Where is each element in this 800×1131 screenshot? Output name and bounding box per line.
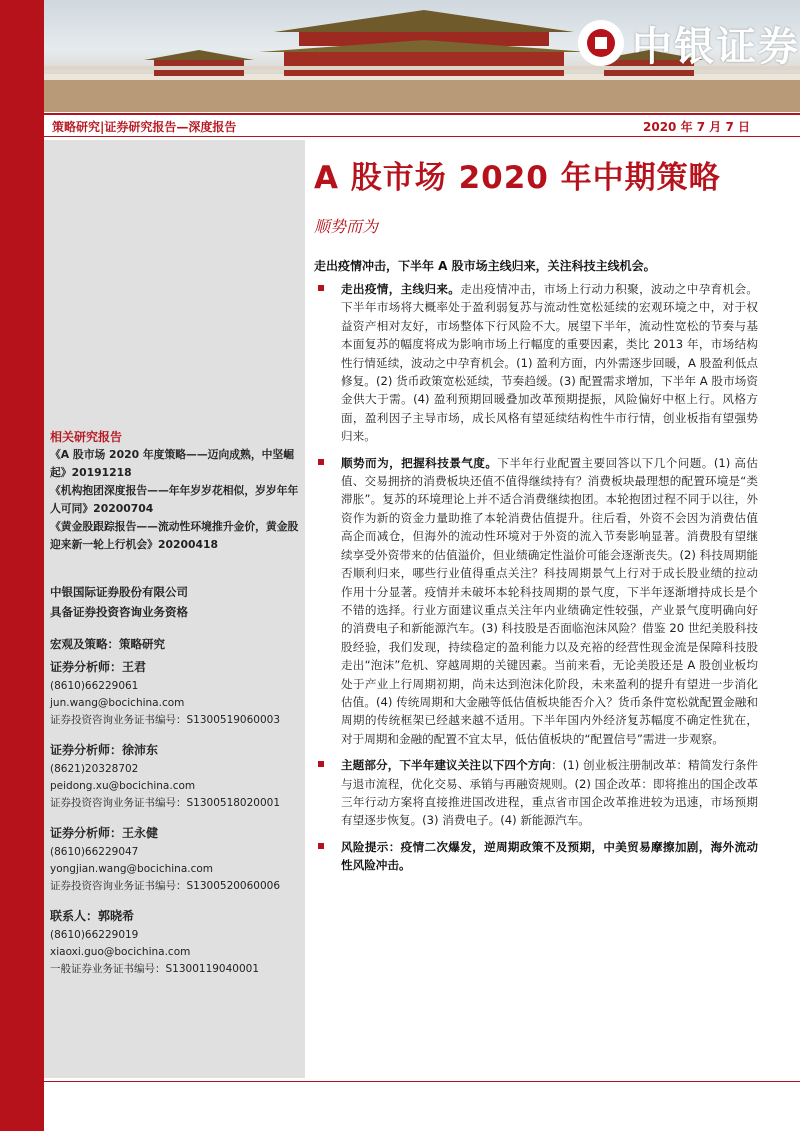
header-banner	[44, 0, 800, 112]
analyst-card	[50, 822, 300, 895]
left-red-bar	[0, 0, 44, 1131]
summary-bullet	[318, 756, 758, 830]
analyst-list	[50, 656, 300, 978]
analyst-role: 联系人：郭晓希	[50, 909, 135, 923]
summary-bullet	[318, 838, 758, 875]
analyst-cert: 一般证券业务证书编号：S1300119040001	[50, 963, 260, 975]
report-title: A 股市场 2020 年中期策略	[314, 160, 721, 196]
analyst-card	[50, 905, 300, 978]
report-category: 策略研究|证券研究报告—深度报告	[52, 120, 237, 134]
related-reports	[50, 428, 300, 554]
analyst-phone: (8621)20328702	[50, 763, 139, 775]
bullet-heading: 风险提示：疫情二次爆发，逆周期政策不及预期，中美贸易摩擦加剧，海外流动性风险冲击。	[341, 839, 758, 873]
summary-bullet	[318, 280, 758, 446]
related-report-link[interactable]: 《A 股市场 2020 年度策略——迈向成熟，中坚崛起》20191218	[50, 448, 295, 479]
bullet-text: 下半年行业配置主要回答以下几个问题。(1) 高估值、交易拥挤的消费板块还值不值得继续持有？消费板块最理想的配置环境是“类滞胀”。复苏的环境理论上并不适合消费继续抱团。本轮抱团过程不同于以往，外资作为新的资金力量助推了本轮消费估值提升。往后看，外资不会因为消费估值高企而减仓，但海外的流动性环境对于外资的流入节奏影响显著。消费股有望继续享受外资带来的估值溢价，但业绩确定性溢价可能会逐渐丧失。(2) 科技周期能否顺利归来，哪些行业值得重点关注？科技周期景气上行对于成长股业绩的拉动作用十分显著。疫情并未破坏本轮科技周期的景气度，下半年逐渐增持成长是个不错的选择。行业方面建议重点关注年内业绩确定性较强，产业景气度明确向好的消费电子和新能源汽车。(3) 科技股是否面临泡沫风险？借鉴 20 世纪美股科技股经验，我们发现，持续稳定的盈利能力以及充裕的经营性现金流是保障科技股走出“泡沫”危机、穿越周期的关键因素。当前来看，无论美股还是 A 股创业板均处于产业上行周期初期，尚未达到泡沫化阶段，未来盈利的提升有望进一步消化估值。(4) 传统周期和大金融等低估值板块能否介入？货币条件宽松就配置金融和周期的传统框架已经越来越不适用。下半年国内外经济复苏幅度不确定性犹在，对于周期和金融的配置不宜太早，低估值板块的“配置信号”需进一步观察。	[341, 455, 758, 746]
report-subtitle: 顺势而为	[314, 217, 379, 236]
summary-bullet	[318, 454, 758, 749]
firm-name: 中银国际证券股份有限公司	[50, 585, 188, 599]
header-divider-thin	[44, 136, 800, 137]
sector-label-block	[50, 634, 300, 654]
summary-bullets	[318, 280, 758, 883]
bullet-marker-icon	[318, 761, 324, 767]
report-date: 2020 年 7 月 7 日	[643, 120, 750, 134]
analyst-role: 证券分析师：王君	[50, 660, 147, 674]
bullet-marker-icon	[318, 285, 324, 291]
bullet-heading: 走出疫情，主线归来。	[341, 282, 461, 296]
analyst-cert: 证券投资咨询业务证书编号：S1300520060006	[50, 880, 281, 892]
analyst-cert: 证券投资咨询业务证书编号：S1300518020001	[50, 797, 281, 809]
bullet-heading: 主题部分，下半年建议关注以下四个方向	[341, 758, 552, 773]
sector-label: 宏观及策略：策略研究	[50, 637, 165, 651]
brand-logo	[578, 16, 800, 70]
bullet-heading: 顺势而为，把握科技景气度。	[341, 455, 498, 470]
analyst-role: 证券分析师：徐沛东	[50, 743, 159, 757]
analyst-phone: (8610)66229019	[50, 929, 139, 941]
header-divider	[44, 113, 800, 115]
bullet-text: 走出疫情冲击，市场上行动力积聚，波动之中孕育机会。下半年市场将大概率处于盈利弱复苏与流动性宽松延续的宏观环境之中，对于权益资产相对友好，市场整体下行风险不大。展望下半年，流动性宽松的节奏与基本面复苏的幅度将成为影响市场上行幅度的重要因素，类比 2013 年，市场结构性行情延续，波动之中孕育机会。(1) 盈利方面，内外需逐步回暖，A 股盈利低点修复。(2) 货币政策宽松延续，节奏趋缓。(3) 配置需求增加，下半年 A 股市场资金供大于需。(4) 盈利预期回暖叠加改革预期提振，风险偏好中枢上行。风格方面，盈利因子主导市场，成长风格有望延续结构性牛市行情，创业板指有望强势归来。	[341, 282, 758, 444]
bullet-marker-icon	[318, 843, 324, 849]
related-report-link[interactable]: 《黄金股跟踪报告——流动性环境推升金价，黄金股迎来新一轮上行机会》20200418	[50, 520, 299, 551]
analyst-email[interactable]: jun.wang@bocichina.com	[50, 697, 185, 709]
analyst-cert: 证券投资咨询业务证书编号：S1300519060003	[50, 714, 281, 726]
footer-divider	[44, 1081, 800, 1082]
analyst-phone: (8610)66229047	[50, 846, 139, 858]
analyst-phone: (8610)66229061	[50, 680, 139, 692]
analyst-email[interactable]: yongjian.wang@bocichina.com	[50, 863, 214, 875]
related-title: 相关研究报告	[50, 430, 123, 444]
boc-emblem-icon	[578, 20, 624, 66]
brand-name: 中银证券	[632, 22, 800, 70]
bullet-marker-icon	[318, 459, 324, 465]
report-lead: 走出疫情冲击，下半年 A 股市场主线归来，关注科技主线机会。	[314, 259, 656, 273]
analyst-card	[50, 656, 300, 729]
analyst-card	[50, 739, 300, 812]
related-report-link[interactable]: 《机构抱团深度报告——年年岁岁花相似，岁岁年年人可同》20200704	[50, 484, 299, 515]
analyst-email[interactable]: xiaoxi.guo@bocichina.com	[50, 946, 191, 958]
analyst-role: 证券分析师：王永健	[50, 826, 159, 840]
firm-info	[50, 582, 300, 622]
bullet-text: ：(1) 创业板注册制改革：精简发行条件与退市流程，优化交易、承销与再融资规则。(2) 国企改革：即将推出的国企改革三年行动方案将直接推进国改进程，重点省市国企改革推进较为迅速，市场预期有望逐步恢复。(3) 消费电子。(4) 新能源汽车。	[341, 758, 758, 828]
analyst-email[interactable]: peidong.xu@bocichina.com	[50, 780, 196, 792]
firm-qualification: 具备证券投资咨询业务资格	[50, 605, 188, 619]
